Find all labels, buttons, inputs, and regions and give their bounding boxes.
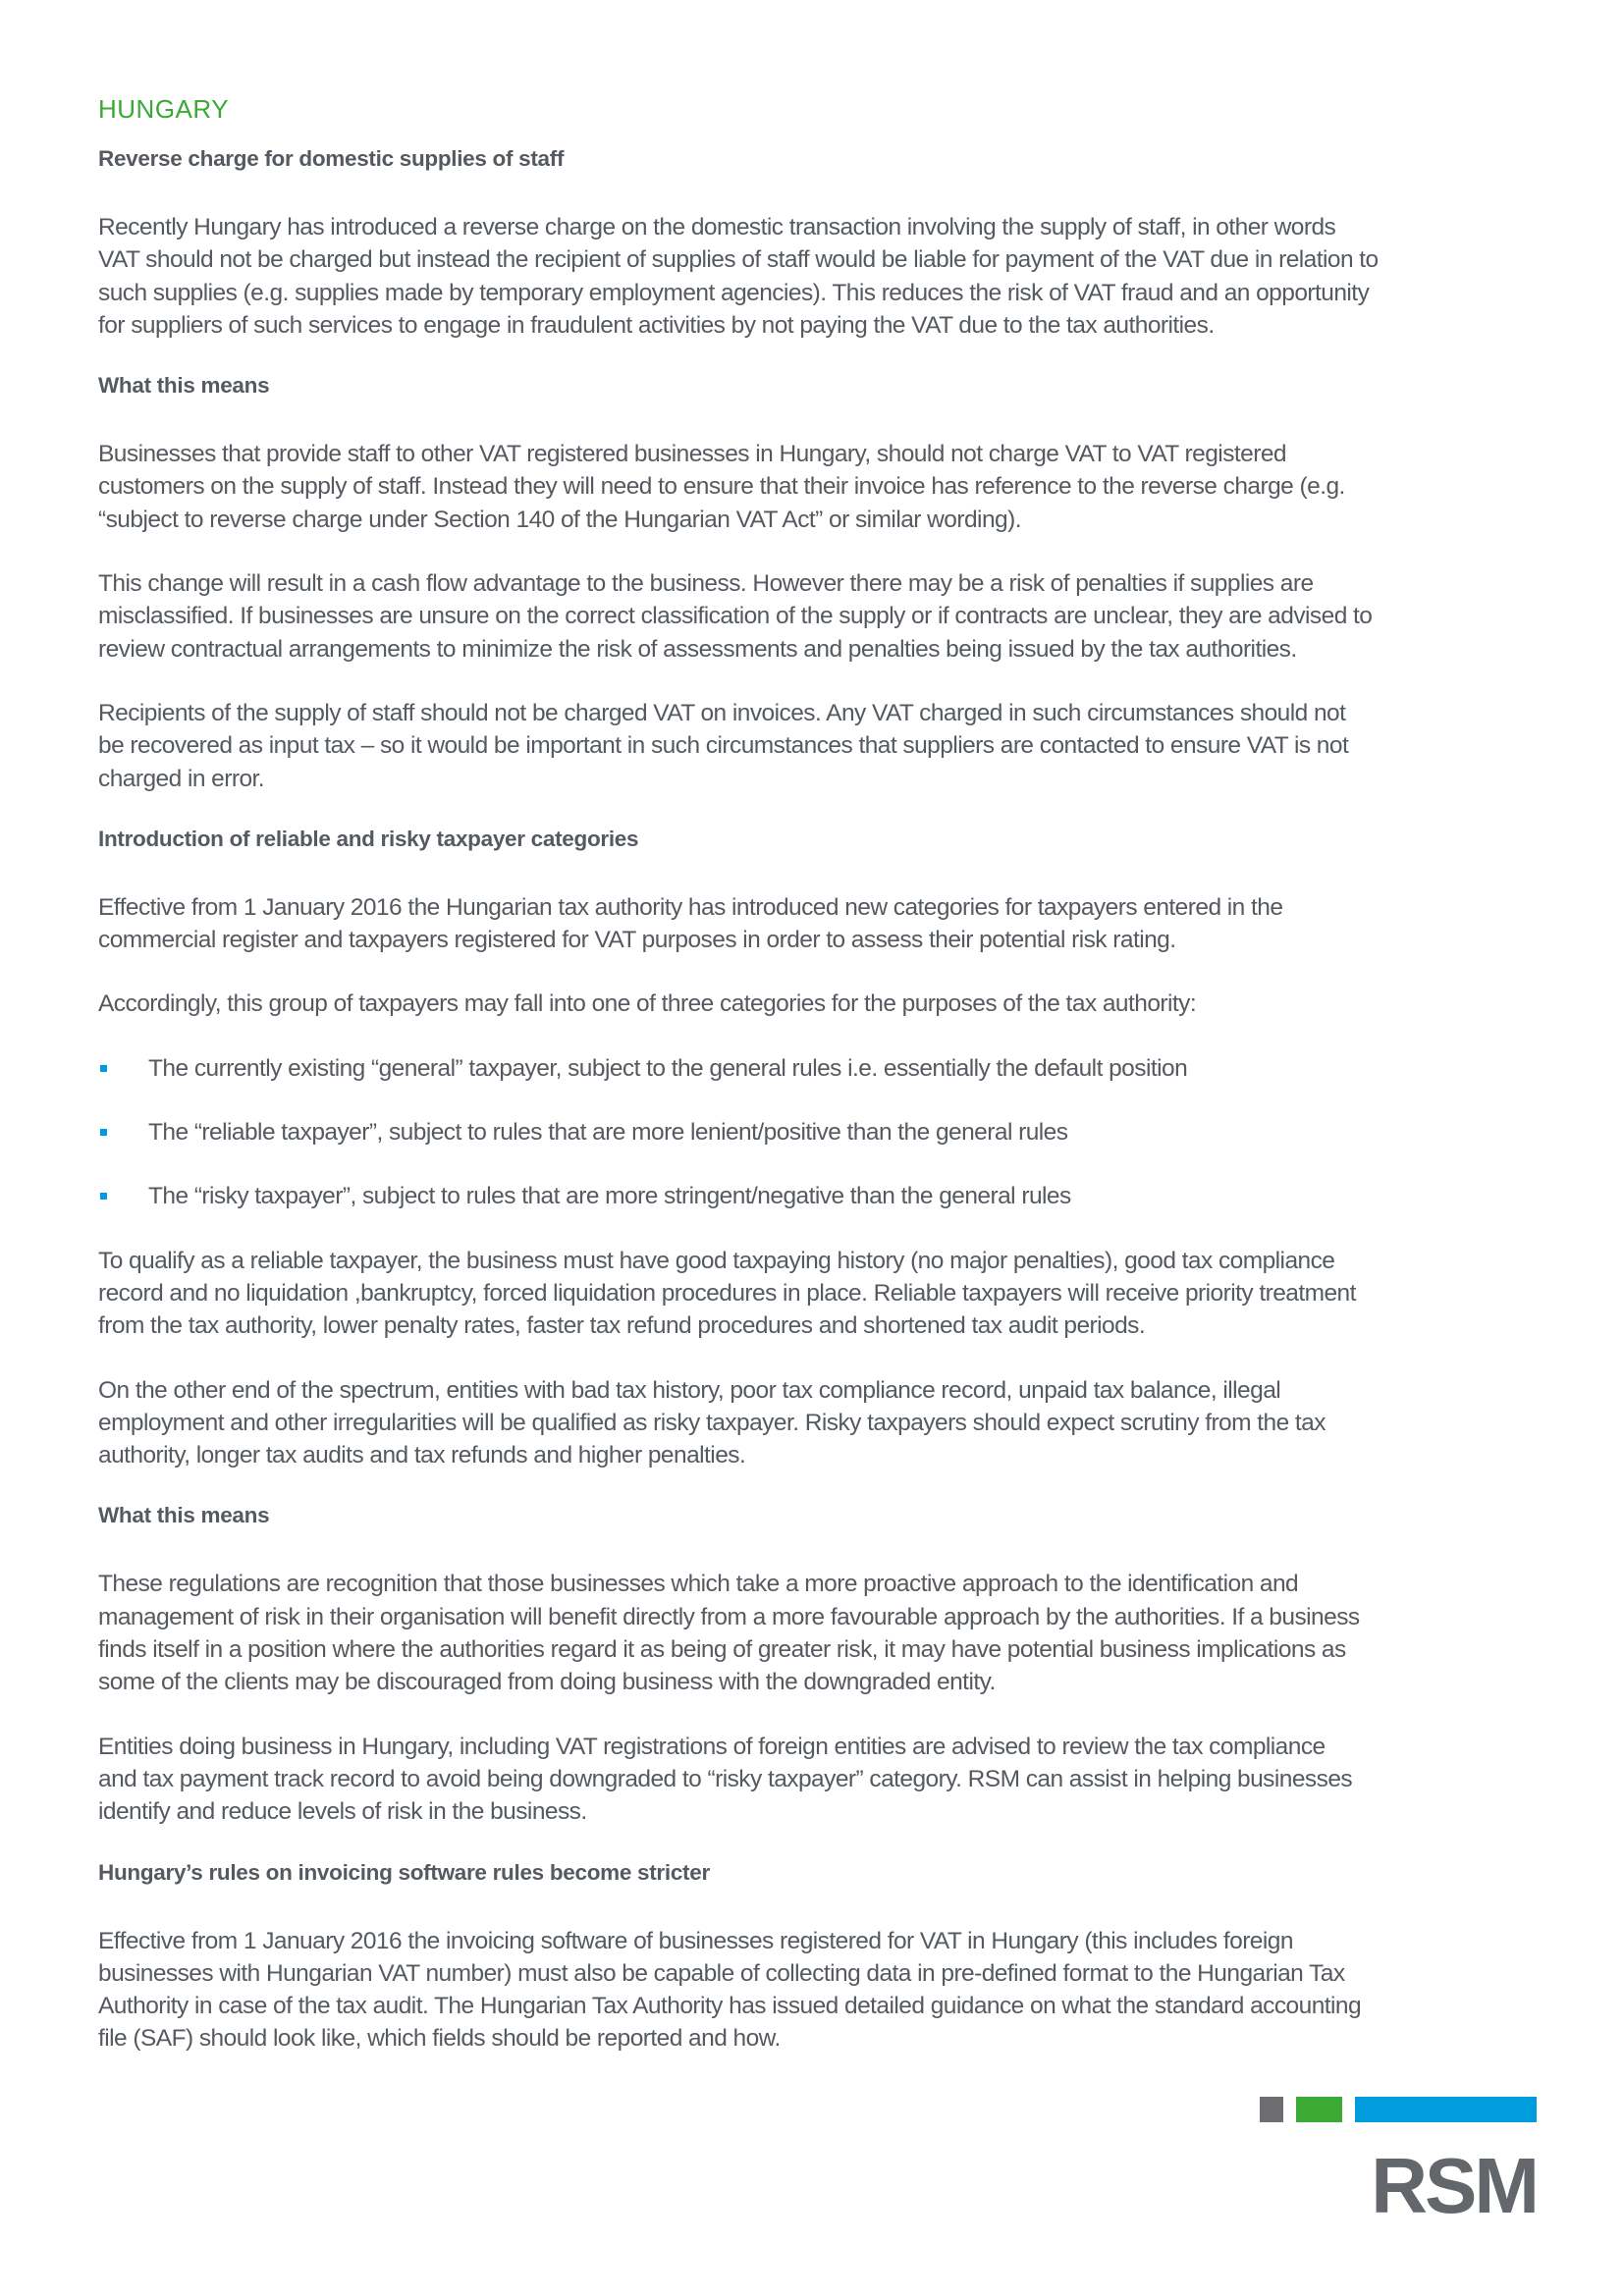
paragraph-line: be recovered as input tax – so it would be important in such circumstances that suppliers are contacted to ensure VAT is not xyxy=(98,732,1349,760)
paragraph-line: “subject to reverse charge under Section 140 of the Hungarian VAT Act” or similar wording). xyxy=(98,506,1021,533)
paragraph-line: Businesses that provide staff to other VAT registered businesses in Hungary, should not charge VAT to VAT registered xyxy=(98,441,1286,468)
paragraph xyxy=(98,1731,1532,1829)
paragraph-line: some of the clients may be discouraged from doing business with the downgraded entity. xyxy=(98,1669,996,1696)
paragraph-line: businesses with Hungarian VAT number) must also be capable of collecting data in pre-defined format to the Hungarian Tax xyxy=(98,1959,1345,1987)
paragraph-line: Recipients of the supply of staff should not be charged VAT on invoices. Any VAT charged in such circumstances should not xyxy=(98,699,1346,726)
paragraph-line: from the tax authority, lower penalty rates, faster tax refund procedures and shortened tax audit periods. xyxy=(98,1312,1146,1340)
section-heading: What this means xyxy=(98,373,270,399)
paragraph-line: VAT should not be charged but instead the recipient of supplies of staff would be liable for payment of the VAT due in relation to xyxy=(98,246,1379,274)
section-heading: What this means xyxy=(98,1503,270,1528)
bullet-text: The currently existing “general” taxpayer, subject to the general rules i.e. essentially the default position xyxy=(148,1054,1188,1082)
paragraph-line: Effective from 1 January 2016 the Hungarian tax authority has introduced new categories for taxpayers entered in the xyxy=(98,893,1283,921)
section-heading: Hungary’s rules on invoicing software rules become stricter xyxy=(98,1859,710,1885)
paragraph-line: employment and other irregularities will be qualified as risky taxpayer. Risky taxpayers should expect scrutiny from the tax xyxy=(98,1409,1326,1436)
paragraph-line: To qualify as a reliable taxpayer, the business must have good taxpaying history (no major penalties), good tax compliance xyxy=(98,1247,1335,1274)
logo-wordmark: RSM xyxy=(1371,2142,1537,2215)
paragraph-line: record and no liquidation ,bankruptcy, forced liquidation procedures in place. Reliable taxpayers will receive priority treatment xyxy=(98,1279,1356,1307)
section-heading: Reverse charge for domestic supplies of staff xyxy=(98,146,565,171)
paragraph-line: identify and reduce levels of risk in the business. xyxy=(98,1798,587,1826)
paragraph xyxy=(98,1568,1532,1698)
document-body xyxy=(98,94,1532,2087)
paragraph xyxy=(98,211,1532,342)
paragraph-line: customers on the supply of staff. Instead they will need to ensure that their invoice has reference to the reverse charge (e.g. xyxy=(98,473,1345,501)
paragraph-line: management of risk in their organisation will benefit directly from a more favourable approach by the authorities. If a business xyxy=(98,1603,1360,1630)
paragraph-line: Accordingly, this group of taxpayers may fall into one of three categories for the purposes of the tax authority: xyxy=(98,990,1197,1018)
paragraph xyxy=(98,1374,1532,1472)
paragraph-line: file (SAF) should look like, which fields should be reported and how. xyxy=(98,2025,781,2053)
paragraph-line: for suppliers of such services to engage in fraudulent activities by not paying the VAT due to the tax authorities. xyxy=(98,311,1215,339)
paragraph-line: charged in error. xyxy=(98,765,265,792)
bullet-list xyxy=(98,1052,1532,1213)
paragraph-line: such supplies (e.g. supplies made by temporary employment agencies). This reduces the risk of VAT fraud and an opportunity xyxy=(98,279,1370,306)
paragraph-line: and tax payment track record to avoid being downgraded to “risky taxpayer” category. RSM can assist in helping businesses xyxy=(98,1765,1353,1792)
square-bullet-icon xyxy=(100,1065,107,1072)
bullet-text: The “reliable taxpayer”, subject to rules that are more lenient/positive than the general rules xyxy=(148,1119,1068,1147)
paragraph-line: review contractual arrangements to minimize the risk of assessments and penalties being issued by the tax authorities. xyxy=(98,635,1297,663)
paragraph xyxy=(98,438,1532,536)
paragraph xyxy=(98,988,1532,1020)
paragraph-line: Recently Hungary has introduced a reverse charge on the domestic transaction involving the supply of staff, in other words xyxy=(98,214,1336,240)
bullet-text: The “risky taxpayer”, subject to rules that are more stringent/negative than the general rules xyxy=(148,1183,1071,1210)
bullet-item xyxy=(98,1180,1532,1212)
square-bullet-icon xyxy=(100,1193,107,1200)
paragraph-line: These regulations are recognition that those businesses which take a more proactive approach to the identification and xyxy=(98,1571,1299,1598)
paragraph-line: misclassified. If businesses are unsure on the correct classification of the supply or if contracts are unclear, they are advised to xyxy=(98,603,1373,630)
paragraph-line: commercial register and taxpayers registered for VAT purposes in order to assess their potential risk rating. xyxy=(98,927,1176,954)
paragraph xyxy=(98,1925,1532,2056)
paragraph xyxy=(98,891,1532,957)
logo-bar-blue xyxy=(1355,2097,1537,2122)
logo-bar-grey xyxy=(1260,2097,1283,2122)
paragraph-line: Effective from 1 January 2016 the invoicing software of businesses registered for VAT in Hungary (this includes foreign xyxy=(98,1927,1293,1954)
paragraph xyxy=(98,567,1532,666)
paragraph-line: On the other end of the spectrum, entities with bad tax history, poor tax compliance record, unpaid tax balance, illegal xyxy=(98,1376,1281,1404)
bullet-item xyxy=(98,1116,1532,1148)
paragraph xyxy=(98,1245,1532,1343)
country-title: HUNGARY xyxy=(98,94,230,124)
logo-bar-green xyxy=(1296,2097,1342,2122)
paragraph-line: This change will result in a cash flow advantage to the business. However there may be a risk of penalties if supplies are xyxy=(98,570,1314,598)
paragraph-line: finds itself in a position where the authorities regard it as being of greater risk, it may have potential business implications as xyxy=(98,1636,1346,1664)
paragraph-line: authority, longer tax audits and tax refunds and higher penalties. xyxy=(98,1442,746,1469)
sections-container xyxy=(98,146,1532,2056)
bullet-item xyxy=(98,1052,1532,1085)
section-heading: Introduction of reliable and risky taxpayer categories xyxy=(98,826,639,851)
paragraph-line: Entities doing business in Hungary, including VAT registrations of foreign entities are advised to review the tax compliance xyxy=(98,1733,1326,1760)
rsm-logo xyxy=(1260,2097,1537,2215)
paragraph-line: Authority in case of the tax audit. The Hungarian Tax Authority has issued detailed guidance on what the standard accounting xyxy=(98,1993,1362,2020)
square-bullet-icon xyxy=(100,1129,107,1136)
paragraph xyxy=(98,697,1532,795)
